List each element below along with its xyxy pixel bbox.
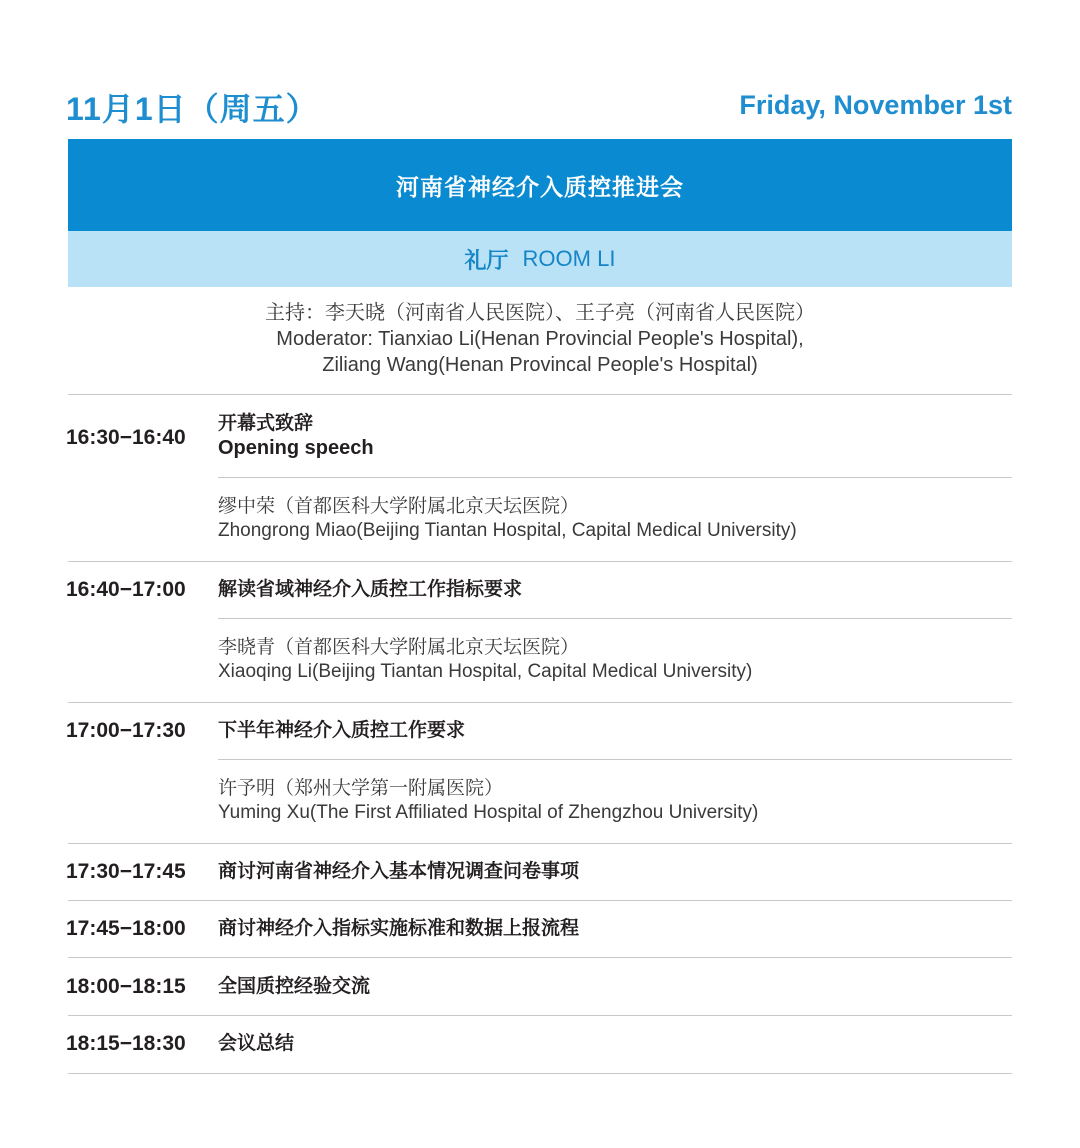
session-title-cn: 商讨神经介入指标实施标准和数据上报流程 (218, 918, 580, 939)
speaker-cn: 许予明（郑州大学第一附属医院） (218, 778, 504, 799)
speaker-en: Zhongrong Miao(Beijing Tiantan Hospital, Capital Medical University) (218, 520, 797, 541)
moderator-block (68, 300, 1012, 378)
session-title-cn: 下半年神经介入质控工作要求 (218, 720, 466, 741)
divider (68, 394, 1012, 395)
session-title-cn: 全国质控经验交流 (218, 976, 371, 997)
moderator-line-en-2: Ziliang Wang(Henan Provincal People's Hospital) (322, 354, 758, 376)
speaker-cn: 缪中荣（首都医科大学附属北京天坛医院） (218, 496, 580, 517)
session-speaker (218, 777, 758, 825)
session-item-title (218, 412, 374, 460)
session-title-en: Opening speech (218, 437, 374, 459)
session-title-cn: 商讨河南省神经介入基本情况调查问卷事项 (218, 861, 580, 882)
speaker-en: Yuming Xu(The First Affiliated Hospital of Zhengzhou University) (218, 802, 759, 823)
divider (218, 759, 1012, 760)
speaker-cn: 李晓青（首都医科大学附属北京天坛医院） (218, 637, 580, 658)
moderator-line-cn: 主持：李天晓（河南省人民医院）、王子亮（河南省人民医院） (265, 302, 815, 324)
session-time: 18:15−18:30 (66, 1032, 186, 1055)
room-bar (68, 231, 1012, 287)
session-speaker (218, 636, 752, 684)
divider (68, 702, 1012, 703)
divider (68, 900, 1012, 901)
session-time: 16:30−16:40 (66, 426, 186, 449)
speaker-en: Xiaoqing Li(Beijing Tiantan Hospital, Capital Medical University) (218, 661, 753, 682)
divider (68, 957, 1012, 958)
room-name-en: ROOM LI (522, 246, 616, 271)
session-time: 17:00−17:30 (66, 719, 186, 742)
session-title-cn: 会议总结 (218, 1033, 295, 1054)
date-en-heading: Friday, November 1st (739, 90, 1012, 120)
session-speaker (218, 495, 797, 543)
date-cn-heading: 11月1日（周五） (66, 91, 319, 127)
divider (68, 561, 1012, 562)
session-title-cn: 开幕式致辞 (218, 413, 314, 434)
room-name-cn: 礼厅 (464, 247, 509, 273)
session-time: 17:30−17:45 (66, 860, 186, 883)
divider (218, 618, 1012, 619)
session-time: 18:00−18:15 (66, 975, 186, 998)
divider (68, 843, 1012, 844)
divider (68, 1015, 1012, 1016)
session-time: 16:40−17:00 (66, 578, 186, 601)
divider (68, 1073, 1012, 1074)
session-time: 17:45−18:00 (66, 917, 186, 940)
moderator-line-en-1: Moderator: Tianxiao Li(Henan Provincial People's Hospital), (276, 328, 804, 350)
session-title-cn: 解读省域神经介入质控工作指标要求 (218, 579, 523, 600)
session-title: 河南省神经介入质控推进会 (396, 173, 684, 200)
session-banner (68, 139, 1012, 231)
divider (218, 477, 1012, 478)
